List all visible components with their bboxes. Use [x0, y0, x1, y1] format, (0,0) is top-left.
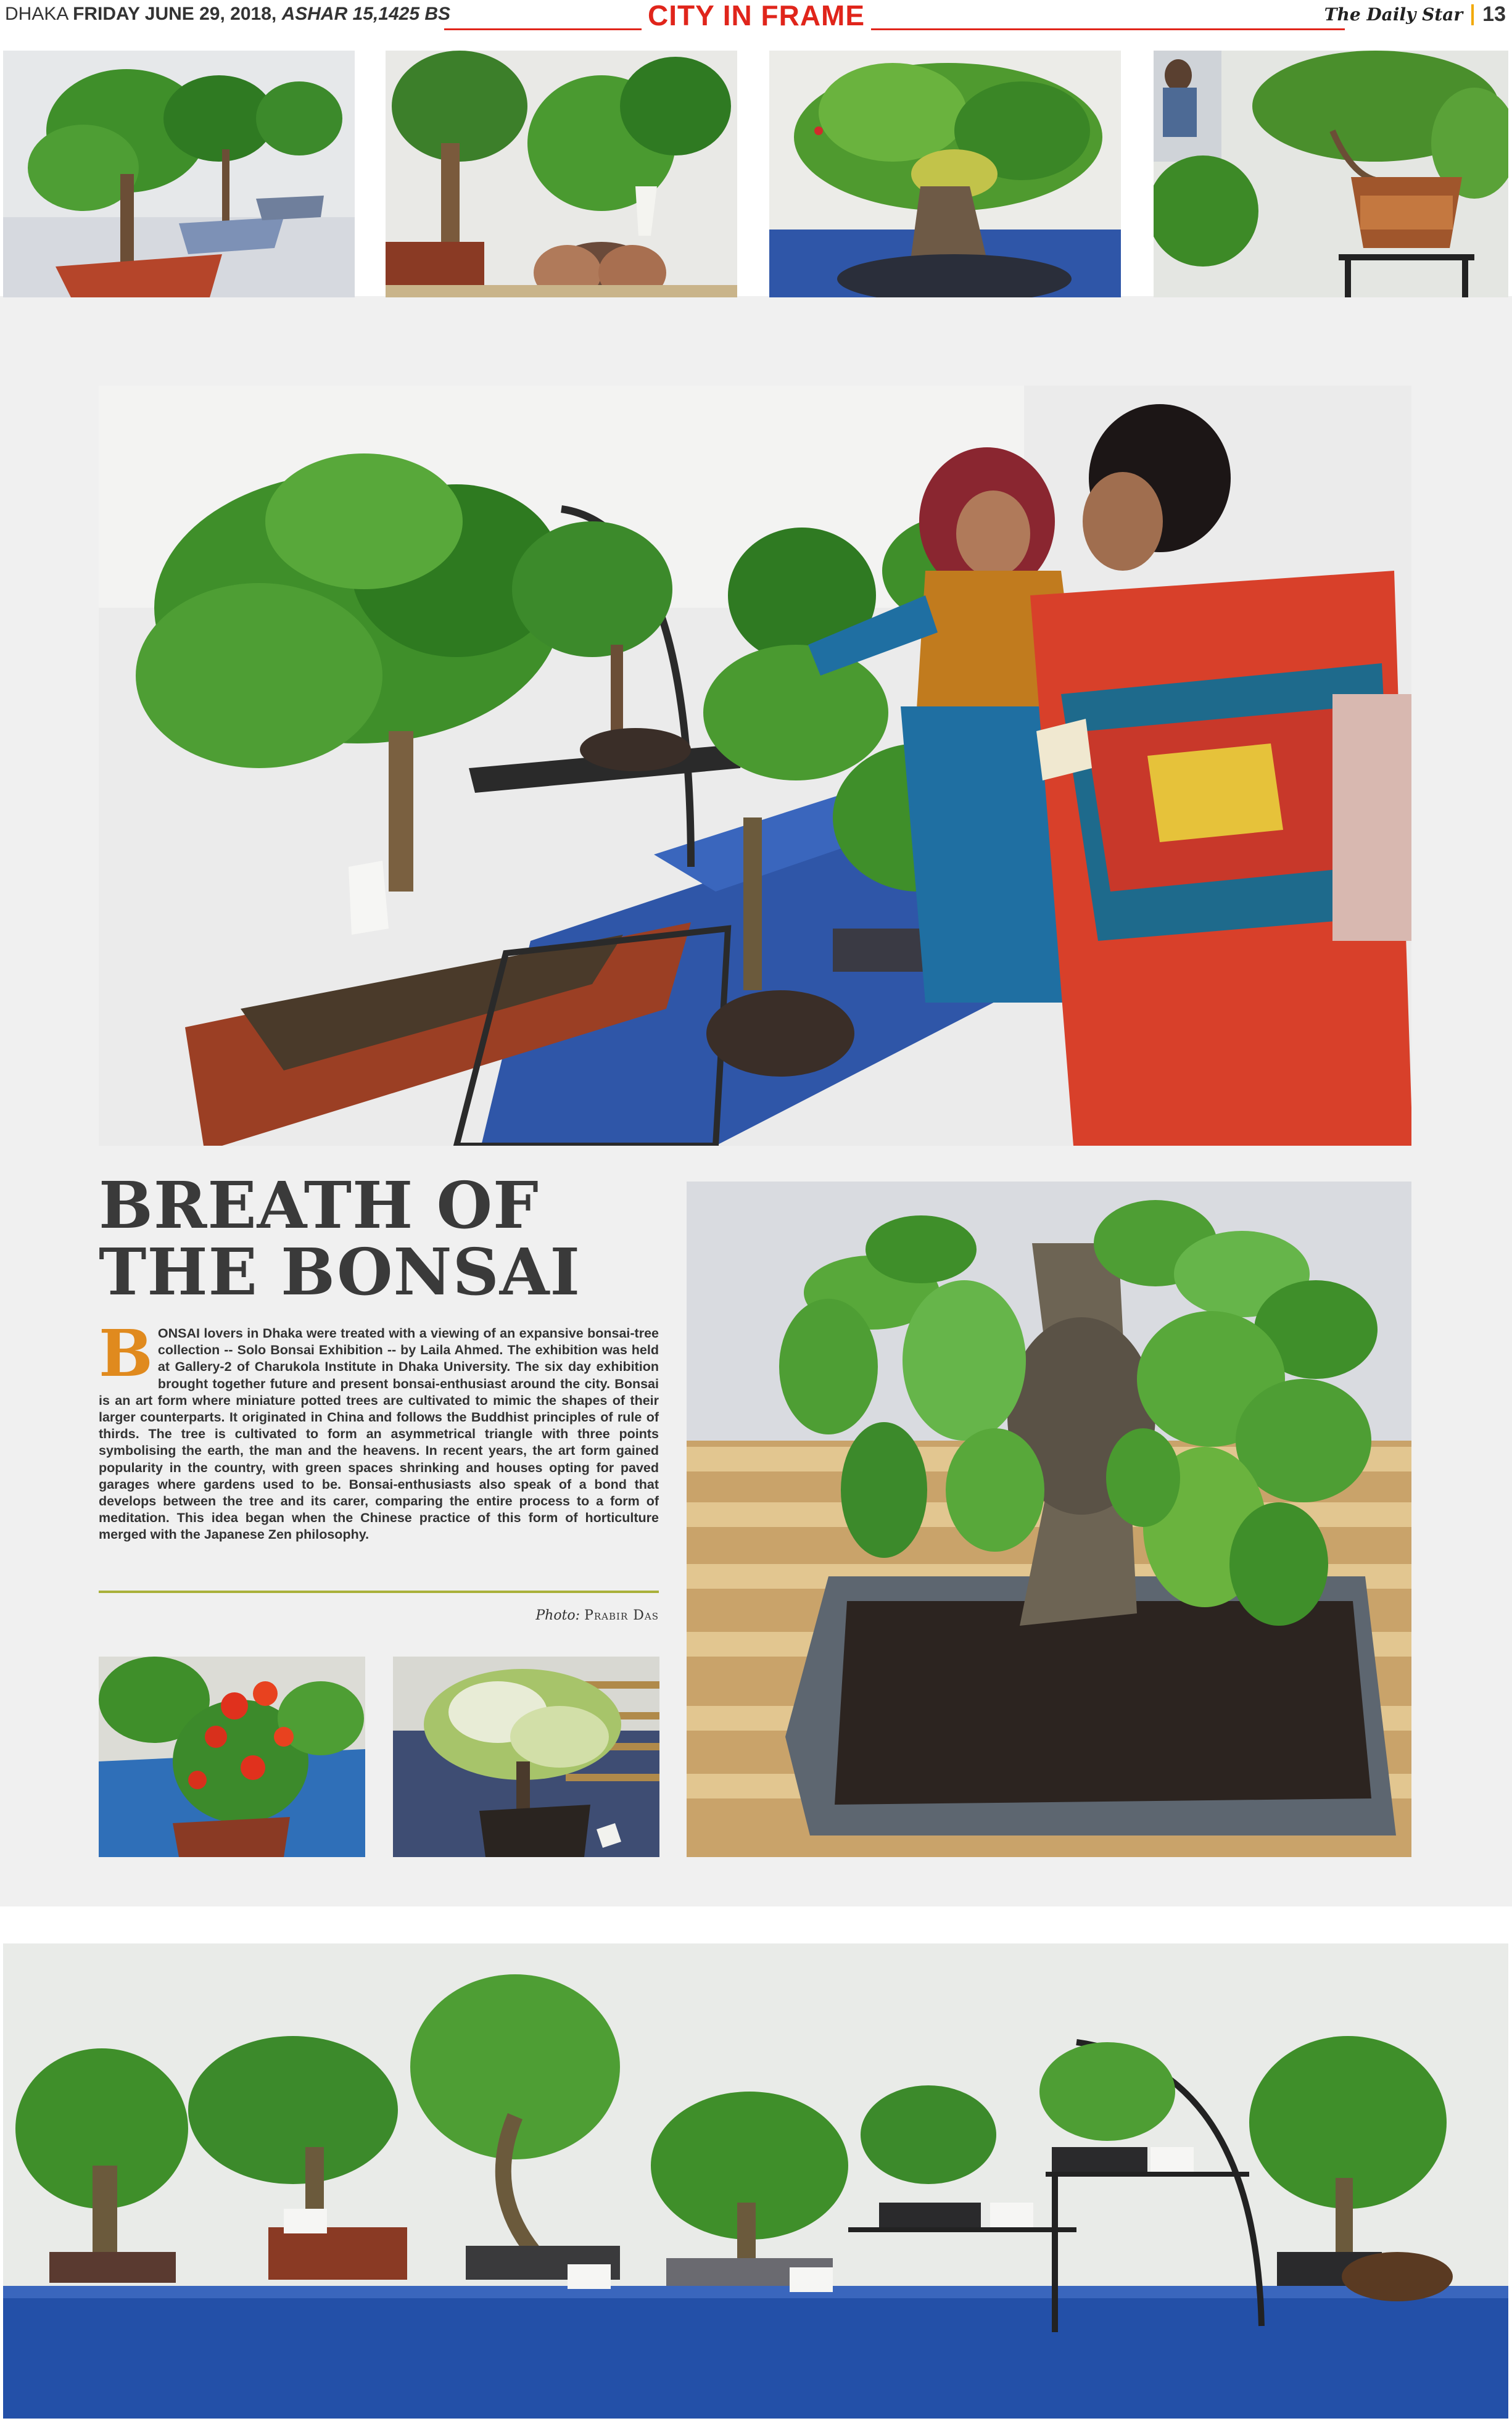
page-number: 13	[1482, 2, 1506, 26]
article-headline	[99, 1167, 654, 1310]
article-body	[99, 1315, 659, 1544]
headline-line-2: THE BONSAI	[99, 1234, 581, 1310]
headline-line-1: BREATH OF	[99, 1167, 539, 1243]
dateline-date: FRIDAY JUNE 29, 2018,	[73, 4, 277, 24]
photo-bonsai-lineup	[3, 1943, 1508, 2419]
dateline-bangla-date: ASHAR 15,1425 BS	[281, 4, 451, 24]
drop-cap: B	[99, 1315, 153, 1391]
photo-variegated-bonsai	[393, 1657, 659, 1857]
section-rule-right	[862, 28, 1345, 30]
section-title: CITY IN FRAME	[642, 0, 871, 31]
article-body-text: ONSAI lovers in Dhaka were treated with a viewing of an expansive bonsai-tree collection -- Solo Bonsai Exhibition -- by Laila Ahmed. The exhibition was held at Gallery-2 of Charukola Institute in Dhaka University. The six day exhibition brought together future and present bonsai-enthusiast around the city. Bonsai is an art form where miniature potted trees are cultivated to mimic the shapes of their larger counterparts. It originated in China and follows the Buddhist principles of rule of thirds. The tree is cultivated to form an asymmetrical triangle with three points symbolising the earth, the man and the heavens. In recent years, the art form gained popularity in the country, with green spaces shrinking and houses opting for paved garages where gardens used to be. Bonsai-enthusiasts also speak of a bond that develops between the tree and its carer, comparing the entire process to a form of meditation. This idea began when the Chinese practice of this form of horticulture merged with the Japanese Zen philosophy.	[99, 1326, 659, 1542]
separator-bar	[1471, 4, 1474, 25]
photo-credit	[99, 1608, 659, 1623]
photo-visitors-viewing	[99, 386, 1411, 1146]
article-divider	[99, 1591, 659, 1593]
newspaper-logo: The Daily Star	[1324, 4, 1463, 25]
dateline-city: DHAKA	[5, 4, 68, 24]
photo-credit-label: Photo:	[535, 1608, 580, 1623]
masthead-brand-block	[1324, 2, 1506, 27]
photo-red-flower-bonsai	[99, 1657, 365, 1857]
section-rule-left	[444, 28, 642, 30]
dateline	[5, 4, 450, 25]
photo-credit-name: Prabir Das	[584, 1608, 659, 1623]
photo-ornate-pot-bonsai	[1154, 51, 1508, 297]
photo-ficus-closeup	[687, 1182, 1411, 1857]
masthead	[0, 0, 1512, 31]
photo-hands-trimming	[386, 51, 737, 297]
photo-thick-trunk-bonsai	[769, 51, 1121, 297]
photo-bonsai-trio	[3, 51, 355, 297]
